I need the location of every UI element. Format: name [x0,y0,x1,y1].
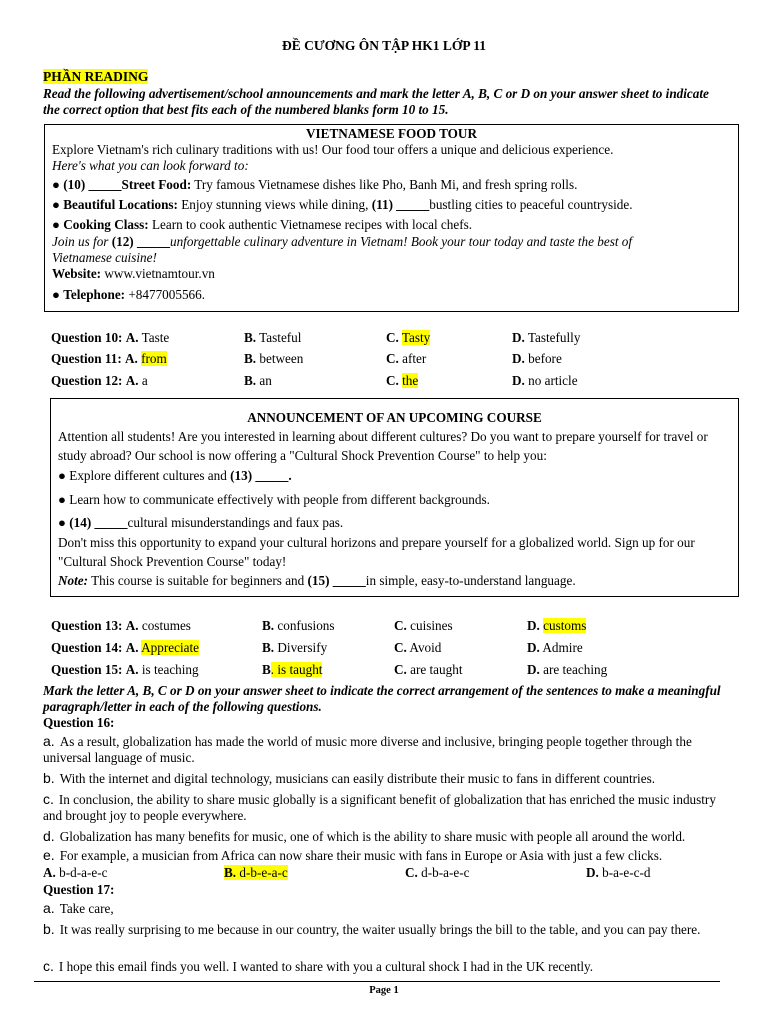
sentence-text: In conclusion, the ability to share music globally is a significant benefit of globalization that has enriched the music industry and brought joy to people everywhere. [43,792,716,823]
item-text: bustling cities to peaceful countryside. [429,197,633,212]
announcement-item-misunderstandings [58,515,734,531]
option-a: costumes [141,618,191,633]
option-d: Admire [542,640,583,655]
question-16-options: A. b-d-a-e-c B. d-b-e-a-c C. d-b-a-e-c D. b-a-e-c-d [43,865,651,880]
option-a: is teaching [141,662,199,677]
option-b: an [259,373,272,388]
item-heading: Beautiful Locations: [63,197,178,212]
advertisement-item-cooking [52,217,734,233]
q17-sentence-b: b. It was really surprising to me because in our country, the waiter usually brings the bill to the table, and you can pay there. [43,921,701,937]
option-d: b-a-e-c-d [602,865,651,880]
section-label [43,69,148,85]
question-13: Question 13: A. costumes B. confusions C. cuisines D. customs [51,618,587,633]
blank-15: (15) _____ [307,573,366,588]
q16-sentence-e: e. For example, a musician from Africa can now share their music with fans in Europe or Asia with just a few clicks. [43,847,663,863]
question-label: Question 15: [51,662,123,677]
q17-sentence-a: a. Take care, [43,900,114,916]
option-c: Avoid [409,640,442,655]
note-text: in simple, easy-to-understand language. [365,573,576,588]
sentence-text: For example, a musician from Africa can now share their music with fans in Europe or Asia with just a few clicks. [59,848,663,863]
option-b: Diversify [277,640,328,655]
sentence-text: Globalization has many benefits for music, one of which is the ability to share music with people all around the world. [59,829,686,844]
option-c-highlighted: the [402,373,419,388]
page-number: Page 1 [369,985,399,996]
item-text: Learn to cook authentic Vietnamese recipes with local chefs. [148,217,473,232]
question-15: Question 15: A. is teaching B. is taught C. are taught D. are teaching [51,662,608,677]
advertisement-item-locations [52,197,734,213]
footer-divider [34,981,720,982]
item-heading: Cooking Class: [63,217,149,232]
question-12: Question 12: A. a B. an C. the D. no article [51,373,578,388]
item-text: Explore different cultures and [69,468,231,483]
sentence-text: It was really surprising to me because in our country, the waiter usually brings the bill to the table, and you can pay there. [59,922,701,937]
advertisement-lookforward: Here's what you can look forward to: [52,158,249,173]
announcement-item-explore [58,468,734,484]
advertisement-join [52,234,692,266]
page-title: ĐỀ CƯƠNG ÔN TẬP HK1 LỚP 11 [281,38,487,53]
website-label: Website: [52,266,102,281]
advertisement-item-street-food [52,177,734,193]
question-label: Question 11: [51,351,122,366]
option-b-highlighted: d-b-e-a-c [239,865,288,880]
q16-sentence-a: a. As a result, globalization has made the world of music more diverse and inclusive, bringing people together through the universal language of music. [43,733,692,765]
item-text: Learn how to communicate effectively with people from different backgrounds. [69,492,490,507]
option-d: Tastefully [527,330,581,345]
join-text: Join us for [52,234,112,249]
announcement-box [50,398,739,597]
telephone-value: +8477005566. [125,287,206,302]
bullet-icon: ● [58,515,66,530]
announcement-title: ANNOUNCEMENT OF AN UPCOMING COURSE [247,410,542,425]
announcement-outro: Don't miss this opportunity to expand your cultural horizons and prepare yourself for a globalized world. Sign up for our "Cultural Shock Prevention Course" today! [58,535,695,569]
item-text: Enjoy stunning views while dining, [177,197,372,212]
question-label: Question 10: [51,330,123,345]
option-a: b-d-a-e-c [59,865,108,880]
website-value: www.vietnamtour.vn [101,266,215,281]
sentence-text: With the internet and digital technology, musicians can easily distribute their music to fans in different countries. [59,771,656,786]
option-c: d-b-a-e-c [421,865,470,880]
option-a-highlighted: Appreciate [141,640,199,655]
option-a: a [141,373,148,388]
option-c: are taught [410,662,463,677]
note-text: This course is suitable for beginners and [88,573,308,588]
blank-14: (14) _____ [69,515,128,530]
instruction-reading: Read the following advertisement/school announcements and mark the letter A, B, C or D on your answer sheet to indicate the correct option that best fits each of the numbered blanks form 10 to 15. [43,86,709,117]
option-b: between [259,351,304,366]
join-text: unforgettable culinary adventure in Vietnam! Book your tour today and taste the best of Vietnamese cuisine! [52,234,633,265]
option-b-highlighted: . is taught [270,662,323,677]
blank-11: (11) _____ [371,197,430,212]
question-14: Question 14: A. Appreciate B. Diversify C. Avoid D. Admire [51,640,583,655]
bullet-icon: ● [52,287,60,302]
option-a: Taste [141,330,170,345]
option-d: before [528,351,562,366]
option-a-highlighted: from [141,351,167,366]
advertisement-box [44,124,739,312]
bullet-icon: ● [58,468,66,483]
question-label: Question 12: [51,373,123,388]
instruction-arrangement: Mark the letter A, B, C or D on your answer sheet to indicate the correct arrangement of the sentences to make a meaningful paragraph/letter in each of the following questions. [43,683,721,714]
option-d: no article [528,373,578,388]
announcement-item-communicate [58,492,734,508]
q16-sentence-b: b. With the internet and digital technology, musicians can easily distribute their music to fans in different countries. [43,770,656,786]
option-d-highlighted: customs [543,618,587,633]
bullet-icon: ● [52,177,60,192]
q16-sentence-d: d. Globalization has many benefits for music, one of which is the ability to share music with people all around the world. [43,828,686,844]
option-b: confusions [277,618,335,633]
advertisement-intro: Explore Vietnam's rich culinary traditions with us! Our food tour offers a unique and delicious experience. [52,142,614,157]
question-11: Question 11: A. from B. between C. after D. before [51,351,562,366]
option-b: Tasteful [259,330,302,345]
question-17-label: Question 17: [43,882,115,897]
announcement-note [58,573,734,589]
telephone-label: Telephone: [63,287,126,302]
item-heading: Street Food: [121,177,192,192]
sentence-text: I hope this email finds you well. I wanted to share with you a cultural shock I had in the UK recently. [58,959,594,974]
bullet-icon: ● [58,492,66,507]
question-label: Question 13: [51,618,123,633]
item-text: cultural misunderstandings and faux pas. [127,515,344,530]
sentence-text: As a result, globalization has made the world of music more diverse and inclusive, bringing people together through the universal language of music. [43,734,692,765]
blank-12: (12) _____ [111,234,170,249]
advertisement-website [52,266,734,282]
option-c: cuisines [410,618,453,633]
option-c-highlighted: Tasty [401,330,431,345]
section-label-text: PHẦN READING [43,69,149,84]
bullet-icon: ● [52,197,60,212]
blank-13: (13) _____. [230,468,292,483]
q16-sentence-c: c. In conclusion, the ability to share music globally is a significant benefit of globalization that has enriched the music industry and brought joy to people everywhere. [43,791,716,823]
option-c: after [402,351,427,366]
option-d: are teaching [543,662,608,677]
bullet-icon: ● [52,217,60,232]
sentence-text: Take care, [59,901,114,916]
note-label: Note: [58,573,89,588]
advertisement-title: VIETNAMESE FOOD TOUR [306,126,477,141]
question-label: Question 14: [51,640,123,655]
advertisement-telephone [52,287,734,303]
announcement-intro: Attention all students! Are you interested in learning about different cultures? Do you want to prepare yourself for travel or study abroad? Our school is now offering a "Cultural Shock Prevention Course" to help you: [58,429,708,463]
item-text: Try famous Vietnamese dishes like Pho, Banh Mi, and fresh spring rolls. [191,177,578,192]
question-16-label: Question 16: [43,715,115,730]
blank-10: (10) _____ [63,177,122,192]
question-10: Question 10: A. Taste B. Tasteful C. Tasty D. Tastefully [51,330,581,345]
q17-sentence-c: c. I hope this email finds you well. I wanted to share with you a cultural shock I had in the UK recently. [43,958,594,974]
